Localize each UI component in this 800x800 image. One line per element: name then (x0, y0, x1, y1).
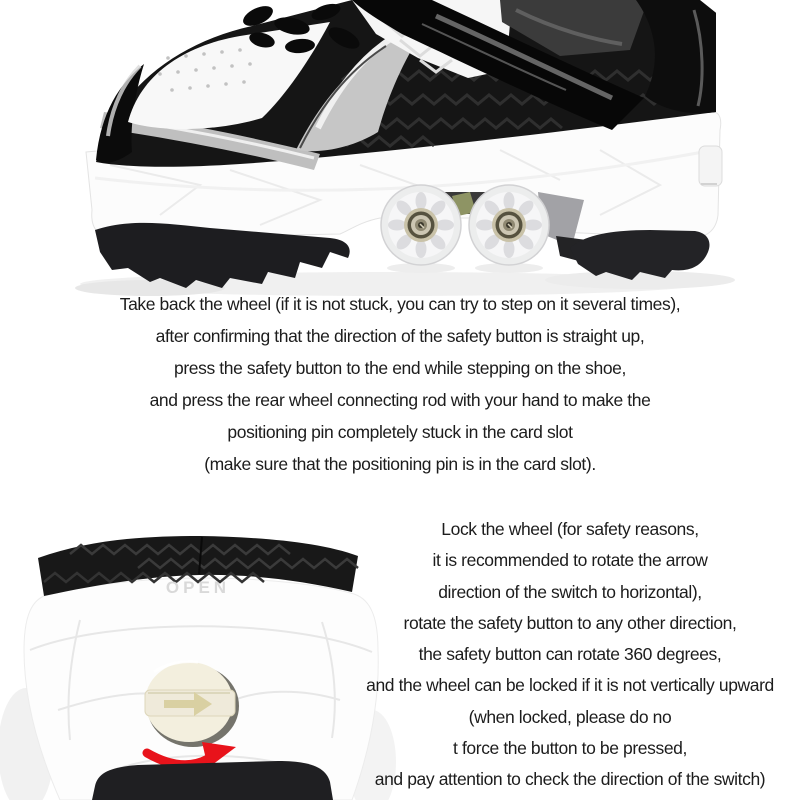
instruction-line: (when locked, please do no (468, 706, 672, 727)
instruction-line: and the wheel can be locked if it is not vertically upward (366, 675, 774, 696)
open-embossed-label: OPEN (165, 578, 231, 597)
shoe-photo (0, 0, 800, 296)
instruction-line: direction of the switch to horizontal), (438, 581, 702, 602)
instruction-line: and pay attention to check the direction of the switch) (374, 769, 766, 790)
wheel-front (381, 185, 461, 265)
instruction-line: it is recommended to rotate the arrow (432, 550, 708, 571)
instruction-line: t force the button to be pressed, (453, 738, 687, 759)
instruction-line: after confirming that the direction of the safety button is straight up, (155, 326, 645, 346)
wheel-rear (469, 185, 549, 265)
instruction-line: positioning pin completely stuck in the card slot (227, 422, 573, 442)
instruction-line: and press the rear wheel connecting rod with your hand to make the (149, 390, 651, 410)
instruction-line: rotate the safety button to any other direction, (403, 612, 737, 633)
instruction-line: Take back the wheel (if it is not stuck, you can try to step on it several times), (119, 294, 681, 314)
retract-wheel-instructions (0, 288, 800, 480)
release-tab (699, 146, 722, 186)
instruction-line: the safety button can rotate 360 degrees, (418, 644, 722, 665)
instruction-line: Lock the wheel (for safety reasons, (441, 519, 699, 539)
lock-wheel-instructions (340, 514, 800, 796)
instruction-line: (make sure that the positioning pin is in the card slot). (204, 454, 596, 474)
instruction-line: press the safety button to the end while stepping on the shoe, (174, 358, 626, 378)
heel-tread (92, 761, 333, 800)
